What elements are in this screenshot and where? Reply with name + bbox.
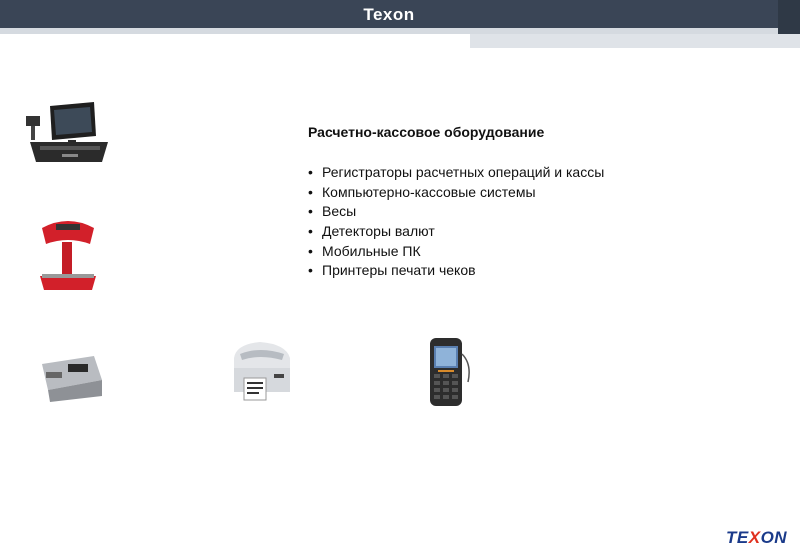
currency-detector-image [38,350,106,404]
pos-terminal-image [22,100,112,172]
list-item: • Весы [308,203,357,220]
header-stripe-lower [470,34,800,48]
texon-logo: TEXON [726,528,788,547]
list-item: • Принтеры печати чеков [308,262,476,279]
list-item: • Регистраторы расчетных операций и кассы [308,164,605,180]
page-title: Texon [363,5,415,24]
receipt-printer-image [226,338,296,404]
list-item: • Детекторы валют [308,223,435,240]
list-item: • Компьютерно-кассовые системы [308,183,536,200]
scale-image [36,214,100,294]
list-item: • Мобильные ПК [308,242,421,259]
section-heading: Расчетно-кассовое оборудование [308,124,545,140]
mobile-pc-image [424,334,474,410]
equipment-list [308,163,604,281]
